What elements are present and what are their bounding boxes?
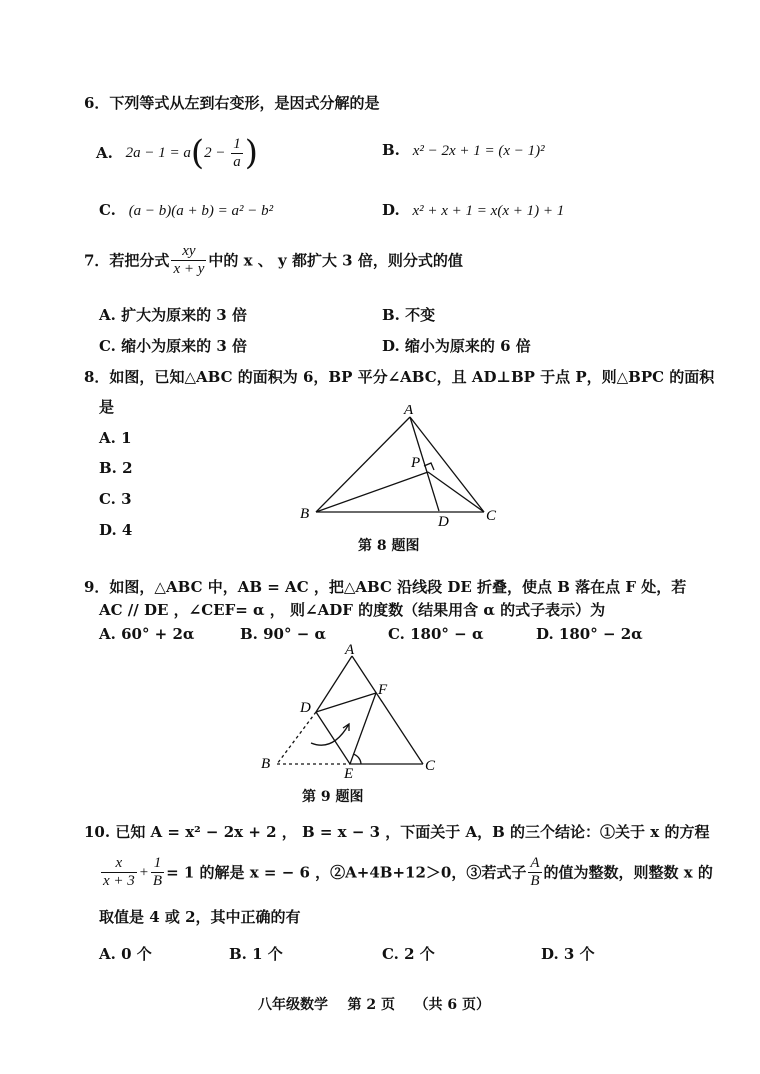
q9-label-b: B	[261, 756, 271, 772]
q8-option-b: B. 2	[99, 459, 133, 477]
q10-line1: 10. 已知 A = x² − 2x + 2 ， B = x − 3 ，下面关于 A，B 的三个结论：①关于 x 的方程	[84, 823, 710, 841]
q6-option-d	[382, 201, 564, 221]
q8-label-d: D	[438, 514, 449, 530]
q9-segment-ef	[350, 693, 376, 764]
q8-caption: 第 8 题图	[358, 538, 420, 554]
q6-c-label: C.	[99, 201, 116, 219]
q7-option-d: D. 缩小为原来的 6 倍	[382, 337, 531, 355]
q9-figure	[255, 640, 450, 780]
q9-caption: 第 9 题图	[302, 789, 364, 805]
q9-label-e: E	[344, 766, 354, 780]
q9-option-d: D. 180° − 2α	[536, 625, 643, 643]
q9-segment-df	[316, 693, 376, 712]
q10-option-d: D. 3 个	[541, 945, 595, 963]
q6-b-expr: x² − 2x + 1 = (x − 1)²	[412, 143, 545, 159]
q10-fraction-2: $\frac{1}{B}$	[152, 855, 163, 890]
q7-option-b: B. 不变	[382, 306, 436, 324]
q9-dashed-bd	[277, 712, 316, 764]
q8-segment-pc	[428, 472, 484, 512]
q10-option-a: A. 0 个	[99, 945, 152, 963]
q8-stem-line1: 8．如图，已知△ABC 的面积为 6，BP 平分∠ABC，且 AD⊥BP 于点 P，则△BPC 的面积	[84, 368, 715, 386]
q9-label-a: A	[345, 642, 355, 658]
q6-b-label: B.	[382, 141, 400, 159]
q7-fraction: $\frac{xy}{x + y}$	[173, 243, 205, 278]
q9-fold-de	[316, 712, 350, 764]
q6-option-a: A. 2a − 1 = a(2 − $\frac{1}{a}$ )	[96, 133, 259, 173]
q8-figure	[290, 405, 510, 530]
q8-side-ac	[410, 417, 484, 512]
q9-option-a: A. 60° + 2α	[99, 625, 195, 643]
q7-stem: 7．若把分式 $\frac{xy}{x + y}$ 中的 x 、 y 都扩大 3 倍，则分式的值	[84, 243, 463, 278]
q8-label-b: B	[300, 506, 310, 522]
q9-stem-line1: 9．如图，△ABC 中，AB = AC ，把△ABC 沿线段 DE 折叠，使点 B 落在点 F 处，若	[84, 578, 687, 596]
q6-option-c	[99, 201, 273, 221]
q6-option-b	[382, 141, 545, 161]
q8-stem-line2: 是	[99, 398, 115, 416]
q9-label-d: D	[300, 700, 311, 716]
q9-side-ab-upper	[316, 656, 352, 712]
q10-fraction-3: $\frac{A}{B}$	[530, 855, 540, 890]
q7-option-c: C. 缩小为原来的 3 倍	[99, 337, 248, 355]
page-footer: 八年级数学 第 2 页 （共 6 页）	[258, 997, 490, 1013]
q9-label-f: F	[378, 682, 388, 698]
q8-segment-bp	[316, 472, 428, 512]
q6-c-expr: (a − b)(a + b) = a² − b²	[128, 203, 274, 219]
q6-a-expr-left: 2a − 1 = a	[125, 144, 191, 161]
q7-option-a: A. 扩大为原来的 3 倍	[99, 306, 247, 324]
q9-side-ac	[352, 656, 423, 764]
q9-option-b: B. 90° − α	[240, 625, 327, 643]
q9-stem-line2: AC // DE ，∠CEF= α ， 则∠ADF 的度数（结果用含 α 的式子表示）为	[99, 601, 606, 619]
q8-option-c: C. 3	[99, 490, 132, 508]
q6-a-label: A.	[96, 143, 113, 162]
q10-line3: 取值是 4 或 2，其中正确的有	[99, 908, 301, 926]
q8-label-p: P	[411, 455, 421, 471]
q6-d-label: D.	[382, 201, 400, 219]
q10-option-c: C. 2 个	[382, 945, 435, 963]
q8-label-c: C	[486, 508, 497, 524]
q9-label-c: C	[425, 758, 436, 774]
q6-d-expr: x² + x + 1 = x(x + 1) + 1	[412, 203, 565, 219]
q8-option-d: D. 4	[99, 521, 133, 539]
q8-label-a: A	[404, 405, 414, 418]
q8-side-ab	[316, 417, 410, 512]
q9-angle-arc-cef	[353, 754, 361, 764]
q10-fraction-1: $\frac{x}{x + 3}$	[103, 855, 135, 890]
q6-a-fraction: $\frac{1}{a}$	[233, 135, 241, 170]
q10-option-b: B. 1 个	[229, 945, 283, 963]
q10-line2: $\frac{x}{x + 3}$ + $\frac{1}{B}$ = 1 的解是 x = − 6 ，②A+4B+12＞0，③若式子 $\frac{A}{B}$ 的值为整数，则整数 x 的	[103, 855, 713, 890]
q6-stem: 6．下列等式从左到右变形，是因式分解的是	[84, 94, 380, 112]
q9-option-c: C. 180° − α	[388, 625, 484, 643]
q8-option-a: A. 1	[99, 429, 132, 447]
